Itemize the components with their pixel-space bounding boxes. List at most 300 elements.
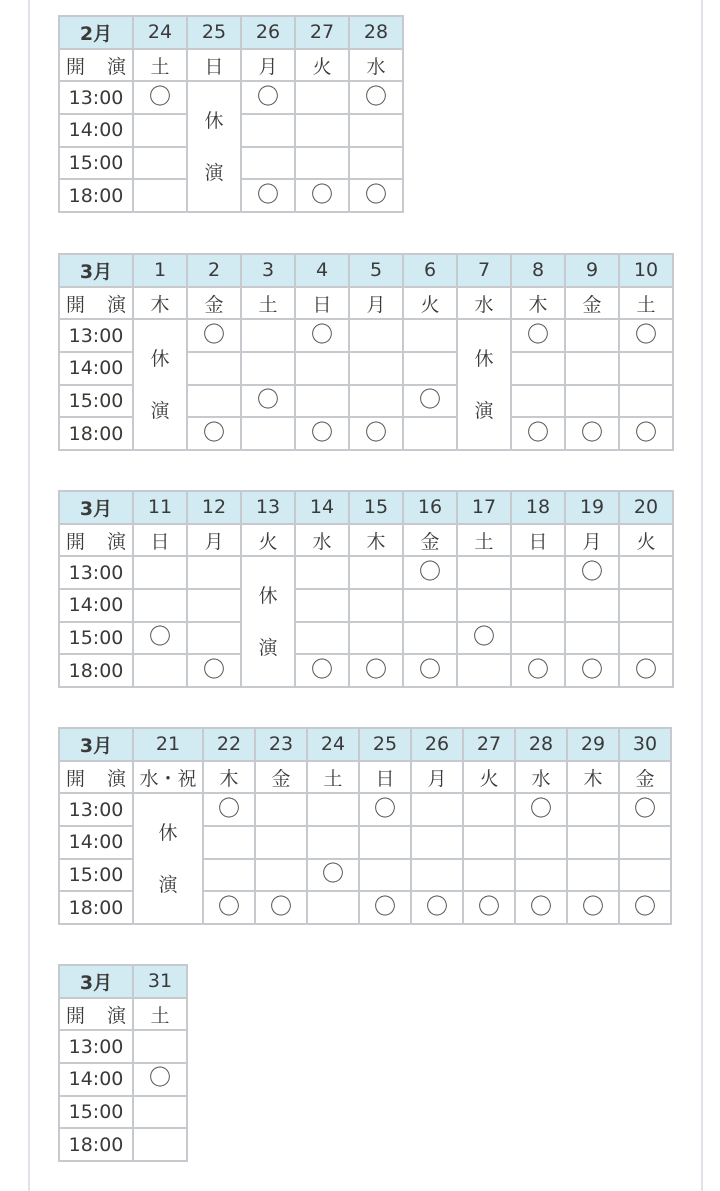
- showtime-cell: 14:00: [59, 352, 133, 385]
- performance-cell: [241, 385, 295, 418]
- performance-cell: [619, 891, 671, 924]
- performance-cell: [133, 1128, 187, 1161]
- date-cell: 17: [457, 491, 511, 524]
- performance-mark: 〇: [529, 796, 552, 822]
- showtime-cell: 14:00: [59, 589, 133, 622]
- date-cell: 27: [295, 16, 349, 49]
- performance-mark: 〇: [580, 657, 603, 683]
- curtain-label-left: 開: [66, 55, 86, 78]
- performance-cell: [515, 859, 567, 892]
- performance-mark: 〇: [202, 657, 225, 683]
- date-cell: 10: [619, 254, 673, 287]
- weekday-cell: 水: [515, 761, 567, 794]
- performance-cell: [565, 417, 619, 450]
- performance-cell: [619, 654, 673, 687]
- weekday-cell: 土: [457, 524, 511, 557]
- performance-cell: [133, 1063, 187, 1096]
- performance-mark: 〇: [633, 796, 656, 822]
- showtime-cell: 13:00: [59, 556, 133, 589]
- weekday-cell: 水: [295, 524, 349, 557]
- month-cell: 2月: [59, 16, 133, 49]
- closed-label-top: 休: [258, 584, 278, 607]
- weekday-cell: 日: [295, 287, 349, 320]
- date-cell: 1: [133, 254, 187, 287]
- date-cell: 3: [241, 254, 295, 287]
- performance-cell: [133, 556, 187, 589]
- date-cell: 24: [133, 16, 187, 49]
- showtime-cell: 18:00: [59, 654, 133, 687]
- performance-cell: [359, 891, 411, 924]
- performance-mark: 〇: [269, 894, 292, 920]
- date-cell: 9: [565, 254, 619, 287]
- date-cell: 30: [619, 728, 671, 761]
- performance-cell: [187, 352, 241, 385]
- performance-cell: [295, 352, 349, 385]
- performance-cell: [241, 352, 295, 385]
- performance-cell: [133, 81, 187, 114]
- page-frame-right: [701, 0, 703, 1191]
- performance-cell: [403, 556, 457, 589]
- performance-mark: 〇: [364, 182, 387, 208]
- weekday-row: [59, 524, 673, 557]
- weekday-cell: 水: [349, 49, 403, 82]
- performance-cell: [295, 319, 349, 352]
- curtain-label-left: 開: [66, 293, 86, 316]
- performance-mark: 〇: [418, 559, 441, 585]
- performance-cell: [295, 556, 349, 589]
- performance-cell: [133, 179, 187, 212]
- performance-cell: [511, 385, 565, 418]
- date-cell: 2: [187, 254, 241, 287]
- performance-cell: [307, 859, 359, 892]
- performance-mark: 〇: [526, 322, 549, 348]
- closed-label-top: 休: [204, 109, 224, 132]
- schedule-table: [58, 727, 672, 925]
- curtain-label-right: 演: [106, 55, 126, 78]
- date-cell: 25: [359, 728, 411, 761]
- time-row: [59, 319, 673, 352]
- performance-cell: [203, 793, 255, 826]
- performance-cell: [403, 385, 457, 418]
- performance-cell: [349, 654, 403, 687]
- performance-cell: [349, 319, 403, 352]
- date-cell: 29: [567, 728, 619, 761]
- performance-cell: [463, 793, 515, 826]
- performance-cell: [565, 319, 619, 352]
- closed-label-top: 休: [158, 821, 178, 844]
- curtain-label: [60, 290, 132, 317]
- performance-cell: [187, 319, 241, 352]
- date-cell: 16: [403, 491, 457, 524]
- date-cell: 6: [403, 254, 457, 287]
- weekday-cell: 火: [295, 49, 349, 82]
- performance-cell: [295, 417, 349, 450]
- performance-mark: 〇: [529, 894, 552, 920]
- curtain-label-cell: [59, 524, 133, 557]
- performance-mark: 〇: [148, 625, 171, 651]
- showtime-cell: 13:00: [59, 81, 133, 114]
- curtain-label-left: 開: [66, 767, 86, 790]
- date-header-row: [59, 728, 671, 761]
- time-row: [59, 81, 403, 114]
- performance-mark: 〇: [580, 559, 603, 585]
- performance-cell: [565, 556, 619, 589]
- weekday-cell: 日: [187, 49, 241, 82]
- performance-cell: [411, 891, 463, 924]
- performance-cell: [359, 859, 411, 892]
- performance-cell: [307, 793, 359, 826]
- time-row: [59, 622, 673, 655]
- performance-cell: [463, 891, 515, 924]
- performance-mark: 〇: [310, 657, 333, 683]
- date-cell: 28: [349, 16, 403, 49]
- performance-mark: 〇: [526, 420, 549, 446]
- time-row: [59, 654, 673, 687]
- weekday-cell: 木: [203, 761, 255, 794]
- performance-mark: 〇: [310, 322, 333, 348]
- performance-cell: [619, 352, 673, 385]
- performance-mark: 〇: [418, 388, 441, 414]
- date-cell: 19: [565, 491, 619, 524]
- performance-cell: [187, 654, 241, 687]
- performance-cell: [619, 589, 673, 622]
- performance-cell: [349, 352, 403, 385]
- date-cell: 4: [295, 254, 349, 287]
- performance-cell: [133, 589, 187, 622]
- performance-cell: [203, 891, 255, 924]
- time-row: [59, 589, 673, 622]
- performance-cell: [515, 891, 567, 924]
- performance-cell: [457, 556, 511, 589]
- performance-cell: [463, 859, 515, 892]
- curtain-label-left: 開: [66, 1004, 86, 1027]
- date-header-row: [59, 965, 187, 998]
- performance-mark: 〇: [581, 894, 604, 920]
- performance-cell: [241, 147, 295, 180]
- closed-cell: [133, 793, 203, 924]
- showtime-cell: 14:00: [59, 826, 133, 859]
- performance-cell: [403, 654, 457, 687]
- curtain-label-right: 演: [106, 293, 126, 316]
- date-header-row: [59, 16, 403, 49]
- weekday-cell: 月: [241, 49, 295, 82]
- weekday-cell: 土: [619, 287, 673, 320]
- performance-cell: [133, 654, 187, 687]
- date-cell: 24: [307, 728, 359, 761]
- weekday-cell: 日: [133, 524, 187, 557]
- performance-cell: [295, 114, 349, 147]
- curtain-label: [60, 764, 132, 791]
- performance-cell: [187, 556, 241, 589]
- showtime-cell: 15:00: [59, 1096, 133, 1129]
- performance-cell: [457, 654, 511, 687]
- curtain-label-cell: [59, 49, 133, 82]
- performance-cell: [403, 417, 457, 450]
- month-cell: 3月: [59, 965, 133, 998]
- performance-cell: [457, 622, 511, 655]
- weekday-cell: 火: [463, 761, 515, 794]
- date-cell: 5: [349, 254, 403, 287]
- weekday-cell: 火: [619, 524, 673, 557]
- performance-mark: 〇: [526, 657, 549, 683]
- performance-cell: [133, 114, 187, 147]
- showtime-cell: 18:00: [59, 179, 133, 212]
- weekday-cell: 月: [187, 524, 241, 557]
- performance-mark: 〇: [580, 420, 603, 446]
- weekday-row: [59, 49, 403, 82]
- closed-label-top: 休: [474, 347, 494, 370]
- weekday-cell: 日: [511, 524, 565, 557]
- performance-mark: 〇: [633, 894, 656, 920]
- performance-cell: [349, 589, 403, 622]
- weekday-cell: 月: [565, 524, 619, 557]
- showtime-cell: 13:00: [59, 793, 133, 826]
- performance-cell: [349, 622, 403, 655]
- schedule-table: [58, 490, 674, 688]
- closed-label-bottom: 演: [258, 636, 278, 659]
- weekday-cell: 水・祝: [133, 761, 203, 794]
- curtain-label-right: 演: [106, 767, 126, 790]
- weekday-row: [59, 287, 673, 320]
- date-cell: 22: [203, 728, 255, 761]
- weekday-cell: 金: [187, 287, 241, 320]
- weekday-cell: 月: [349, 287, 403, 320]
- showtime-cell: 18:00: [59, 891, 133, 924]
- performance-mark: 〇: [202, 322, 225, 348]
- weekday-cell: 月: [411, 761, 463, 794]
- performance-cell: [403, 622, 457, 655]
- performance-cell: [515, 826, 567, 859]
- date-cell: 26: [411, 728, 463, 761]
- performance-mark: 〇: [217, 894, 240, 920]
- performance-mark: 〇: [364, 84, 387, 110]
- weekday-cell: 日: [359, 761, 411, 794]
- performance-mark: 〇: [321, 862, 344, 888]
- performance-cell: [187, 417, 241, 450]
- performance-cell: [203, 826, 255, 859]
- date-header-row: [59, 254, 673, 287]
- performance-cell: [241, 114, 295, 147]
- performance-cell: [565, 622, 619, 655]
- weekday-cell: 火: [403, 287, 457, 320]
- performance-cell: [619, 417, 673, 450]
- date-cell: 26: [241, 16, 295, 49]
- performance-cell: [349, 81, 403, 114]
- performance-cell: [619, 859, 671, 892]
- performance-cell: [511, 589, 565, 622]
- performance-cell: [349, 417, 403, 450]
- date-cell: 18: [511, 491, 565, 524]
- performance-cell: [295, 179, 349, 212]
- performance-cell: [349, 556, 403, 589]
- curtain-label: [60, 52, 132, 79]
- weekday-cell: 金: [565, 287, 619, 320]
- schedule-table: [58, 253, 674, 451]
- performance-cell: [295, 147, 349, 180]
- performance-mark: 〇: [310, 420, 333, 446]
- performance-mark: 〇: [634, 657, 657, 683]
- performance-cell: [241, 319, 295, 352]
- weekday-cell: 水: [457, 287, 511, 320]
- performance-cell: [187, 385, 241, 418]
- performance-cell: [411, 793, 463, 826]
- performance-mark: 〇: [418, 657, 441, 683]
- date-cell: 23: [255, 728, 307, 761]
- weekday-cell: 土: [133, 998, 187, 1031]
- showtime-cell: 14:00: [59, 1063, 133, 1096]
- date-cell: 14: [295, 491, 349, 524]
- performance-mark: 〇: [310, 182, 333, 208]
- date-cell: 20: [619, 491, 673, 524]
- performance-cell: [359, 826, 411, 859]
- time-row: [59, 1096, 187, 1129]
- performance-cell: [255, 891, 307, 924]
- time-row: [59, 556, 673, 589]
- performance-mark: 〇: [373, 894, 396, 920]
- performance-cell: [565, 654, 619, 687]
- performance-cell: [133, 1096, 187, 1129]
- time-row: [59, 1030, 187, 1063]
- performance-cell: [619, 793, 671, 826]
- performance-cell: [565, 589, 619, 622]
- closed-label-bottom: 演: [474, 399, 494, 422]
- performance-mark: 〇: [425, 894, 448, 920]
- performance-cell: [241, 81, 295, 114]
- performance-cell: [307, 891, 359, 924]
- showtime-cell: 15:00: [59, 147, 133, 180]
- closed-label-bottom: 演: [158, 873, 178, 896]
- weekday-cell: 金: [619, 761, 671, 794]
- date-cell: 12: [187, 491, 241, 524]
- performance-cell: [349, 114, 403, 147]
- curtain-label-right: 演: [106, 530, 126, 553]
- time-row: [59, 1063, 187, 1096]
- showtime-cell: 15:00: [59, 385, 133, 418]
- performance-cell: [511, 654, 565, 687]
- performance-cell: [619, 826, 671, 859]
- weekday-cell: 木: [133, 287, 187, 320]
- page-frame-left: [28, 0, 30, 1191]
- date-cell: 25: [187, 16, 241, 49]
- performance-cell: [403, 352, 457, 385]
- performance-cell: [511, 622, 565, 655]
- weekday-cell: 土: [307, 761, 359, 794]
- performance-cell: [567, 826, 619, 859]
- performance-cell: [255, 859, 307, 892]
- performance-cell: [567, 793, 619, 826]
- performance-cell: [515, 793, 567, 826]
- weekday-cell: 木: [349, 524, 403, 557]
- weekday-cell: 木: [567, 761, 619, 794]
- closed-cell: [133, 319, 187, 450]
- weekday-cell: 火: [241, 524, 295, 557]
- date-cell: 15: [349, 491, 403, 524]
- weekday-cell: 土: [133, 49, 187, 82]
- curtain-label: [60, 1001, 132, 1028]
- performance-cell: [463, 826, 515, 859]
- performance-cell: [255, 826, 307, 859]
- performance-cell: [359, 793, 411, 826]
- closed-cell: [457, 319, 511, 450]
- performance-cell: [511, 319, 565, 352]
- performance-mark: 〇: [148, 84, 171, 110]
- performance-mark: 〇: [634, 420, 657, 446]
- curtain-label-right: 演: [106, 1004, 126, 1027]
- schedule-table: [58, 15, 404, 213]
- weekday-cell: 土: [241, 287, 295, 320]
- performance-cell: [295, 589, 349, 622]
- performance-cell: [619, 385, 673, 418]
- time-row: [59, 793, 671, 826]
- showtime-cell: 13:00: [59, 319, 133, 352]
- weekday-row: [59, 998, 187, 1031]
- month-cell: 3月: [59, 491, 133, 524]
- performance-cell: [511, 417, 565, 450]
- performance-mark: 〇: [634, 322, 657, 348]
- showtime-cell: 15:00: [59, 622, 133, 655]
- performance-mark: 〇: [202, 420, 225, 446]
- performance-cell: [349, 147, 403, 180]
- showtime-cell: 18:00: [59, 1128, 133, 1161]
- performance-cell: [403, 319, 457, 352]
- performance-cell: [403, 589, 457, 622]
- performance-mark: 〇: [217, 796, 240, 822]
- date-cell: 13: [241, 491, 295, 524]
- performance-mark: 〇: [256, 388, 279, 414]
- weekday-row: [59, 761, 671, 794]
- performance-mark: 〇: [256, 182, 279, 208]
- curtain-label-left: 開: [66, 530, 86, 553]
- date-cell: 31: [133, 965, 187, 998]
- closed-cell: [241, 556, 295, 687]
- performance-cell: [133, 147, 187, 180]
- performance-cell: [565, 385, 619, 418]
- closed-cell: [187, 81, 241, 212]
- curtain-label: [60, 527, 132, 554]
- performance-cell: [411, 859, 463, 892]
- performance-cell: [457, 589, 511, 622]
- closed-label-bottom: 演: [204, 161, 224, 184]
- schedule-table: [58, 964, 188, 1162]
- performance-cell: [511, 352, 565, 385]
- curtain-label-cell: [59, 998, 133, 1031]
- date-cell: 11: [133, 491, 187, 524]
- performance-cell: [349, 179, 403, 212]
- weekday-cell: 金: [403, 524, 457, 557]
- date-cell: 27: [463, 728, 515, 761]
- performance-mark: 〇: [148, 1066, 171, 1092]
- date-header-row: [59, 491, 673, 524]
- performance-cell: [411, 826, 463, 859]
- performance-cell: [241, 179, 295, 212]
- performance-mark: 〇: [256, 84, 279, 110]
- performance-cell: [295, 81, 349, 114]
- date-cell: 7: [457, 254, 511, 287]
- weekday-cell: 木: [511, 287, 565, 320]
- month-cell: 3月: [59, 728, 133, 761]
- performance-cell: [187, 589, 241, 622]
- weekday-cell: 金: [255, 761, 307, 794]
- date-cell: 8: [511, 254, 565, 287]
- performance-cell: [295, 622, 349, 655]
- performance-cell: [349, 385, 403, 418]
- performance-cell: [133, 622, 187, 655]
- performance-mark: 〇: [472, 625, 495, 651]
- performance-mark: 〇: [364, 420, 387, 446]
- showtime-cell: 18:00: [59, 417, 133, 450]
- performance-cell: [203, 859, 255, 892]
- closed-label-top: 休: [150, 347, 170, 370]
